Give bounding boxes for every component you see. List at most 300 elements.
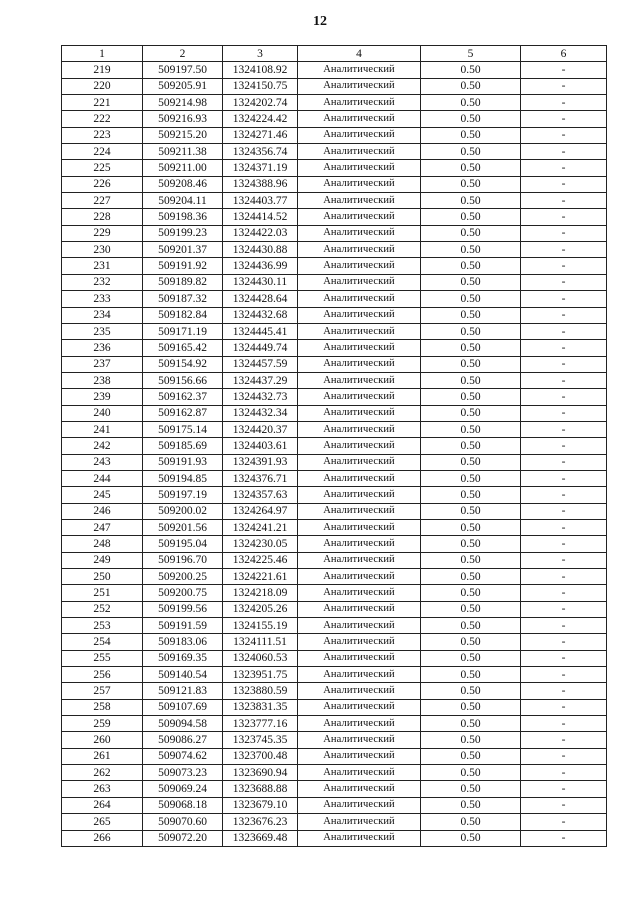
- note-cell: -: [521, 699, 607, 715]
- table-row: [62, 765, 607, 781]
- table-row: [62, 405, 607, 421]
- method-cell: Аналитический: [298, 699, 421, 715]
- accuracy-cell: 0.50: [421, 552, 521, 568]
- accuracy-cell: 0.50: [421, 372, 521, 388]
- note-cell: -: [521, 242, 607, 258]
- accuracy-cell: 0.50: [421, 470, 521, 486]
- note-cell: -: [521, 176, 607, 192]
- x-coordinate-cell: 509204.11: [143, 193, 223, 209]
- x-coordinate-cell: 509185.69: [143, 438, 223, 454]
- accuracy-cell: 0.50: [421, 585, 521, 601]
- method-cell: Аналитический: [298, 78, 421, 94]
- note-cell: -: [521, 618, 607, 634]
- method-cell: Аналитический: [298, 667, 421, 683]
- y-coordinate-cell: 1324225.46: [223, 552, 298, 568]
- accuracy-cell: 0.50: [421, 503, 521, 519]
- x-coordinate-cell: 509211.38: [143, 144, 223, 160]
- note-cell: -: [521, 225, 607, 241]
- note-cell: -: [521, 585, 607, 601]
- note-cell: -: [521, 356, 607, 372]
- y-coordinate-cell: 1323676.23: [223, 814, 298, 830]
- accuracy-cell: 0.50: [421, 438, 521, 454]
- method-cell: Аналитический: [298, 781, 421, 797]
- accuracy-cell: 0.50: [421, 765, 521, 781]
- point-number-cell: 227: [62, 193, 143, 209]
- method-cell: Аналитический: [298, 536, 421, 552]
- point-number-cell: 251: [62, 585, 143, 601]
- y-coordinate-cell: 1324457.59: [223, 356, 298, 372]
- point-number-cell: 249: [62, 552, 143, 568]
- x-coordinate-cell: 509201.37: [143, 242, 223, 258]
- y-coordinate-cell: 1324388.96: [223, 176, 298, 192]
- y-coordinate-cell: 1324108.92: [223, 62, 298, 78]
- table-row: [62, 127, 607, 143]
- x-coordinate-cell: 509215.20: [143, 127, 223, 143]
- method-cell: Аналитический: [298, 62, 421, 78]
- x-coordinate-cell: 509068.18: [143, 797, 223, 813]
- point-number-cell: 225: [62, 160, 143, 176]
- x-coordinate-cell: 509165.42: [143, 340, 223, 356]
- table-row: [62, 225, 607, 241]
- point-number-cell: 231: [62, 258, 143, 274]
- method-cell: Аналитический: [298, 618, 421, 634]
- x-coordinate-cell: 509198.36: [143, 209, 223, 225]
- x-coordinate-cell: 509194.85: [143, 470, 223, 486]
- note-cell: -: [521, 193, 607, 209]
- note-cell: -: [521, 78, 607, 94]
- point-number-cell: 260: [62, 732, 143, 748]
- x-coordinate-cell: 509205.91: [143, 78, 223, 94]
- point-number-cell: 228: [62, 209, 143, 225]
- note-cell: -: [521, 454, 607, 470]
- y-coordinate-cell: 1324422.03: [223, 225, 298, 241]
- table-row: [62, 699, 607, 715]
- accuracy-cell: 0.50: [421, 650, 521, 666]
- method-cell: Аналитический: [298, 601, 421, 617]
- method-cell: Аналитический: [298, 814, 421, 830]
- y-coordinate-cell: 1324230.05: [223, 536, 298, 552]
- method-cell: Аналитический: [298, 569, 421, 585]
- note-cell: -: [521, 765, 607, 781]
- table-row: [62, 503, 607, 519]
- y-coordinate-cell: 1324241.21: [223, 519, 298, 535]
- y-coordinate-cell: 1324391.93: [223, 454, 298, 470]
- x-coordinate-cell: 509070.60: [143, 814, 223, 830]
- x-coordinate-cell: 509199.23: [143, 225, 223, 241]
- y-coordinate-cell: 1324264.97: [223, 503, 298, 519]
- header-row: [62, 46, 607, 62]
- y-coordinate-cell: 1324436.99: [223, 258, 298, 274]
- point-number-cell: 242: [62, 438, 143, 454]
- point-number-cell: 255: [62, 650, 143, 666]
- y-coordinate-cell: 1323745.35: [223, 732, 298, 748]
- accuracy-cell: 0.50: [421, 814, 521, 830]
- x-coordinate-cell: 509211.00: [143, 160, 223, 176]
- accuracy-cell: 0.50: [421, 340, 521, 356]
- accuracy-cell: 0.50: [421, 732, 521, 748]
- method-cell: Аналитический: [298, 683, 421, 699]
- table-row: [62, 683, 607, 699]
- x-coordinate-cell: 509069.24: [143, 781, 223, 797]
- method-cell: Аналитический: [298, 225, 421, 241]
- note-cell: -: [521, 62, 607, 78]
- y-coordinate-cell: 1324356.74: [223, 144, 298, 160]
- y-coordinate-cell: 1323679.10: [223, 797, 298, 813]
- method-cell: Аналитический: [298, 650, 421, 666]
- point-number-cell: 263: [62, 781, 143, 797]
- accuracy-cell: 0.50: [421, 716, 521, 732]
- table-body: [62, 62, 607, 847]
- method-cell: Аналитический: [298, 830, 421, 846]
- point-number-cell: 257: [62, 683, 143, 699]
- note-cell: -: [521, 683, 607, 699]
- y-coordinate-cell: 1324430.88: [223, 242, 298, 258]
- method-cell: Аналитический: [298, 291, 421, 307]
- method-cell: Аналитический: [298, 95, 421, 111]
- note-cell: -: [521, 552, 607, 568]
- accuracy-cell: 0.50: [421, 242, 521, 258]
- accuracy-cell: 0.50: [421, 797, 521, 813]
- table-row: [62, 307, 607, 323]
- table-row: [62, 454, 607, 470]
- method-cell: Аналитический: [298, 176, 421, 192]
- note-cell: -: [521, 650, 607, 666]
- table-row: [62, 781, 607, 797]
- point-number-cell: 239: [62, 389, 143, 405]
- accuracy-cell: 0.50: [421, 421, 521, 437]
- note-cell: -: [521, 144, 607, 160]
- y-coordinate-cell: 1324449.74: [223, 340, 298, 356]
- method-cell: Аналитический: [298, 323, 421, 339]
- table-row: [62, 356, 607, 372]
- point-number-cell: 226: [62, 176, 143, 192]
- note-cell: -: [521, 536, 607, 552]
- table-row: [62, 340, 607, 356]
- table-header: [62, 46, 607, 62]
- method-cell: Аналитический: [298, 160, 421, 176]
- method-cell: Аналитический: [298, 274, 421, 290]
- point-number-cell: 232: [62, 274, 143, 290]
- accuracy-cell: 0.50: [421, 62, 521, 78]
- x-coordinate-cell: 509216.93: [143, 111, 223, 127]
- accuracy-cell: 0.50: [421, 323, 521, 339]
- note-cell: -: [521, 160, 607, 176]
- accuracy-cell: 0.50: [421, 634, 521, 650]
- note-cell: -: [521, 814, 607, 830]
- note-cell: -: [521, 421, 607, 437]
- method-cell: Аналитический: [298, 797, 421, 813]
- table-row: [62, 323, 607, 339]
- y-coordinate-cell: 1324218.09: [223, 585, 298, 601]
- x-coordinate-cell: 509199.56: [143, 601, 223, 617]
- x-coordinate-cell: 509197.50: [143, 62, 223, 78]
- note-cell: -: [521, 797, 607, 813]
- note-cell: -: [521, 503, 607, 519]
- y-coordinate-cell: 1323880.59: [223, 683, 298, 699]
- point-number-cell: 244: [62, 470, 143, 486]
- table-row: [62, 78, 607, 94]
- accuracy-cell: 0.50: [421, 454, 521, 470]
- accuracy-cell: 0.50: [421, 274, 521, 290]
- x-coordinate-cell: 509182.84: [143, 307, 223, 323]
- table-row: [62, 814, 607, 830]
- table-row: [62, 111, 607, 127]
- method-cell: Аналитический: [298, 356, 421, 372]
- accuracy-cell: 0.50: [421, 683, 521, 699]
- table-row: [62, 732, 607, 748]
- point-number-cell: 256: [62, 667, 143, 683]
- column-header-2: 2: [143, 46, 223, 62]
- point-number-cell: 259: [62, 716, 143, 732]
- x-coordinate-cell: 509191.93: [143, 454, 223, 470]
- table-row: [62, 569, 607, 585]
- method-cell: Аналитический: [298, 340, 421, 356]
- y-coordinate-cell: 1324221.61: [223, 569, 298, 585]
- y-coordinate-cell: 1324060.53: [223, 650, 298, 666]
- point-number-cell: 252: [62, 601, 143, 617]
- accuracy-cell: 0.50: [421, 95, 521, 111]
- note-cell: -: [521, 667, 607, 683]
- y-coordinate-cell: 1324430.11: [223, 274, 298, 290]
- method-cell: Аналитический: [298, 503, 421, 519]
- x-coordinate-cell: 509169.35: [143, 650, 223, 666]
- method-cell: Аналитический: [298, 470, 421, 486]
- method-cell: Аналитический: [298, 454, 421, 470]
- method-cell: Аналитический: [298, 389, 421, 405]
- note-cell: -: [521, 307, 607, 323]
- x-coordinate-cell: 509201.56: [143, 519, 223, 535]
- column-header-1: 1: [62, 46, 143, 62]
- x-coordinate-cell: 509175.14: [143, 421, 223, 437]
- note-cell: -: [521, 258, 607, 274]
- accuracy-cell: 0.50: [421, 193, 521, 209]
- x-coordinate-cell: 509094.58: [143, 716, 223, 732]
- table-row: [62, 421, 607, 437]
- y-coordinate-cell: 1324403.77: [223, 193, 298, 209]
- method-cell: Аналитический: [298, 111, 421, 127]
- accuracy-cell: 0.50: [421, 389, 521, 405]
- x-coordinate-cell: 509208.46: [143, 176, 223, 192]
- method-cell: Аналитический: [298, 748, 421, 764]
- table-row: [62, 193, 607, 209]
- table-row: [62, 519, 607, 535]
- coordinates-table: [61, 45, 607, 847]
- accuracy-cell: 0.50: [421, 830, 521, 846]
- point-number-cell: 264: [62, 797, 143, 813]
- method-cell: Аналитический: [298, 405, 421, 421]
- point-number-cell: 262: [62, 765, 143, 781]
- x-coordinate-cell: 509187.32: [143, 291, 223, 307]
- table-row: [62, 634, 607, 650]
- table-row: [62, 650, 607, 666]
- note-cell: -: [521, 569, 607, 585]
- point-number-cell: 261: [62, 748, 143, 764]
- table-row: [62, 536, 607, 552]
- table-row: [62, 438, 607, 454]
- x-coordinate-cell: 509197.19: [143, 487, 223, 503]
- y-coordinate-cell: 1324414.52: [223, 209, 298, 225]
- point-number-cell: 243: [62, 454, 143, 470]
- note-cell: -: [521, 405, 607, 421]
- accuracy-cell: 0.50: [421, 111, 521, 127]
- point-number-cell: 241: [62, 421, 143, 437]
- method-cell: Аналитический: [298, 716, 421, 732]
- y-coordinate-cell: 1324150.75: [223, 78, 298, 94]
- accuracy-cell: 0.50: [421, 569, 521, 585]
- point-number-cell: 221: [62, 95, 143, 111]
- point-number-cell: 230: [62, 242, 143, 258]
- method-cell: Аналитический: [298, 372, 421, 388]
- x-coordinate-cell: 509073.23: [143, 765, 223, 781]
- table-row: [62, 291, 607, 307]
- note-cell: -: [521, 389, 607, 405]
- table-row: [62, 797, 607, 813]
- point-number-cell: 258: [62, 699, 143, 715]
- y-coordinate-cell: 1323831.35: [223, 699, 298, 715]
- table-row: [62, 258, 607, 274]
- point-number-cell: 233: [62, 291, 143, 307]
- point-number-cell: 240: [62, 405, 143, 421]
- accuracy-cell: 0.50: [421, 748, 521, 764]
- y-coordinate-cell: 1324224.42: [223, 111, 298, 127]
- note-cell: -: [521, 209, 607, 225]
- x-coordinate-cell: 509162.87: [143, 405, 223, 421]
- x-coordinate-cell: 509200.25: [143, 569, 223, 585]
- accuracy-cell: 0.50: [421, 291, 521, 307]
- point-number-cell: 248: [62, 536, 143, 552]
- note-cell: -: [521, 274, 607, 290]
- method-cell: Аналитический: [298, 732, 421, 748]
- accuracy-cell: 0.50: [421, 258, 521, 274]
- table-row: [62, 470, 607, 486]
- method-cell: Аналитический: [298, 242, 421, 258]
- x-coordinate-cell: 509072.20: [143, 830, 223, 846]
- table-row: [62, 601, 607, 617]
- note-cell: -: [521, 438, 607, 454]
- y-coordinate-cell: 1324428.64: [223, 291, 298, 307]
- table-row: [62, 830, 607, 846]
- accuracy-cell: 0.50: [421, 225, 521, 241]
- table-row: [62, 618, 607, 634]
- note-cell: -: [521, 487, 607, 503]
- point-number-cell: 247: [62, 519, 143, 535]
- table-row: [62, 667, 607, 683]
- x-coordinate-cell: 509214.98: [143, 95, 223, 111]
- note-cell: -: [521, 111, 607, 127]
- note-cell: -: [521, 634, 607, 650]
- table-row: [62, 144, 607, 160]
- method-cell: Аналитический: [298, 487, 421, 503]
- y-coordinate-cell: 1324403.61: [223, 438, 298, 454]
- y-coordinate-cell: 1324432.73: [223, 389, 298, 405]
- method-cell: Аналитический: [298, 144, 421, 160]
- point-number-cell: 222: [62, 111, 143, 127]
- note-cell: -: [521, 291, 607, 307]
- note-cell: -: [521, 781, 607, 797]
- column-header-6: 6: [521, 46, 607, 62]
- column-header-4: 4: [298, 46, 421, 62]
- y-coordinate-cell: 1323777.16: [223, 716, 298, 732]
- x-coordinate-cell: 509200.02: [143, 503, 223, 519]
- y-coordinate-cell: 1324437.29: [223, 372, 298, 388]
- accuracy-cell: 0.50: [421, 601, 521, 617]
- accuracy-cell: 0.50: [421, 618, 521, 634]
- y-coordinate-cell: 1324432.34: [223, 405, 298, 421]
- x-coordinate-cell: 509086.27: [143, 732, 223, 748]
- x-coordinate-cell: 509191.59: [143, 618, 223, 634]
- point-number-cell: 229: [62, 225, 143, 241]
- note-cell: -: [521, 95, 607, 111]
- note-cell: -: [521, 830, 607, 846]
- x-coordinate-cell: 509200.75: [143, 585, 223, 601]
- x-coordinate-cell: 509140.54: [143, 667, 223, 683]
- point-number-cell: 245: [62, 487, 143, 503]
- point-number-cell: 246: [62, 503, 143, 519]
- y-coordinate-cell: 1324271.46: [223, 127, 298, 143]
- table-row: [62, 209, 607, 225]
- y-coordinate-cell: 1324202.74: [223, 95, 298, 111]
- page-number: 12: [313, 14, 327, 29]
- accuracy-cell: 0.50: [421, 405, 521, 421]
- point-number-cell: 237: [62, 356, 143, 372]
- x-coordinate-cell: 509107.69: [143, 699, 223, 715]
- x-coordinate-cell: 509156.66: [143, 372, 223, 388]
- method-cell: Аналитический: [298, 765, 421, 781]
- x-coordinate-cell: 509171.19: [143, 323, 223, 339]
- y-coordinate-cell: 1324155.19: [223, 618, 298, 634]
- accuracy-cell: 0.50: [421, 307, 521, 323]
- y-coordinate-cell: 1323690.94: [223, 765, 298, 781]
- accuracy-cell: 0.50: [421, 487, 521, 503]
- point-number-cell: 253: [62, 618, 143, 634]
- method-cell: Аналитический: [298, 258, 421, 274]
- method-cell: Аналитический: [298, 127, 421, 143]
- note-cell: -: [521, 340, 607, 356]
- accuracy-cell: 0.50: [421, 667, 521, 683]
- note-cell: -: [521, 127, 607, 143]
- method-cell: Аналитический: [298, 421, 421, 437]
- x-coordinate-cell: 509189.82: [143, 274, 223, 290]
- table-row: [62, 160, 607, 176]
- accuracy-cell: 0.50: [421, 209, 521, 225]
- y-coordinate-cell: 1324445.41: [223, 323, 298, 339]
- method-cell: Аналитический: [298, 585, 421, 601]
- method-cell: Аналитический: [298, 193, 421, 209]
- x-coordinate-cell: 509121.83: [143, 683, 223, 699]
- note-cell: -: [521, 601, 607, 617]
- table-row: [62, 62, 607, 78]
- method-cell: Аналитический: [298, 519, 421, 535]
- y-coordinate-cell: 1323688.88: [223, 781, 298, 797]
- y-coordinate-cell: 1323951.75: [223, 667, 298, 683]
- point-number-cell: 223: [62, 127, 143, 143]
- point-number-cell: 254: [62, 634, 143, 650]
- point-number-cell: 220: [62, 78, 143, 94]
- accuracy-cell: 0.50: [421, 176, 521, 192]
- x-coordinate-cell: 509074.62: [143, 748, 223, 764]
- column-header-3: 3: [223, 46, 298, 62]
- x-coordinate-cell: 509195.04: [143, 536, 223, 552]
- point-number-cell: 238: [62, 372, 143, 388]
- y-coordinate-cell: 1324376.71: [223, 470, 298, 486]
- table-row: [62, 748, 607, 764]
- accuracy-cell: 0.50: [421, 536, 521, 552]
- point-number-cell: 219: [62, 62, 143, 78]
- point-number-cell: 224: [62, 144, 143, 160]
- point-number-cell: 265: [62, 814, 143, 830]
- table-row: [62, 389, 607, 405]
- accuracy-cell: 0.50: [421, 519, 521, 535]
